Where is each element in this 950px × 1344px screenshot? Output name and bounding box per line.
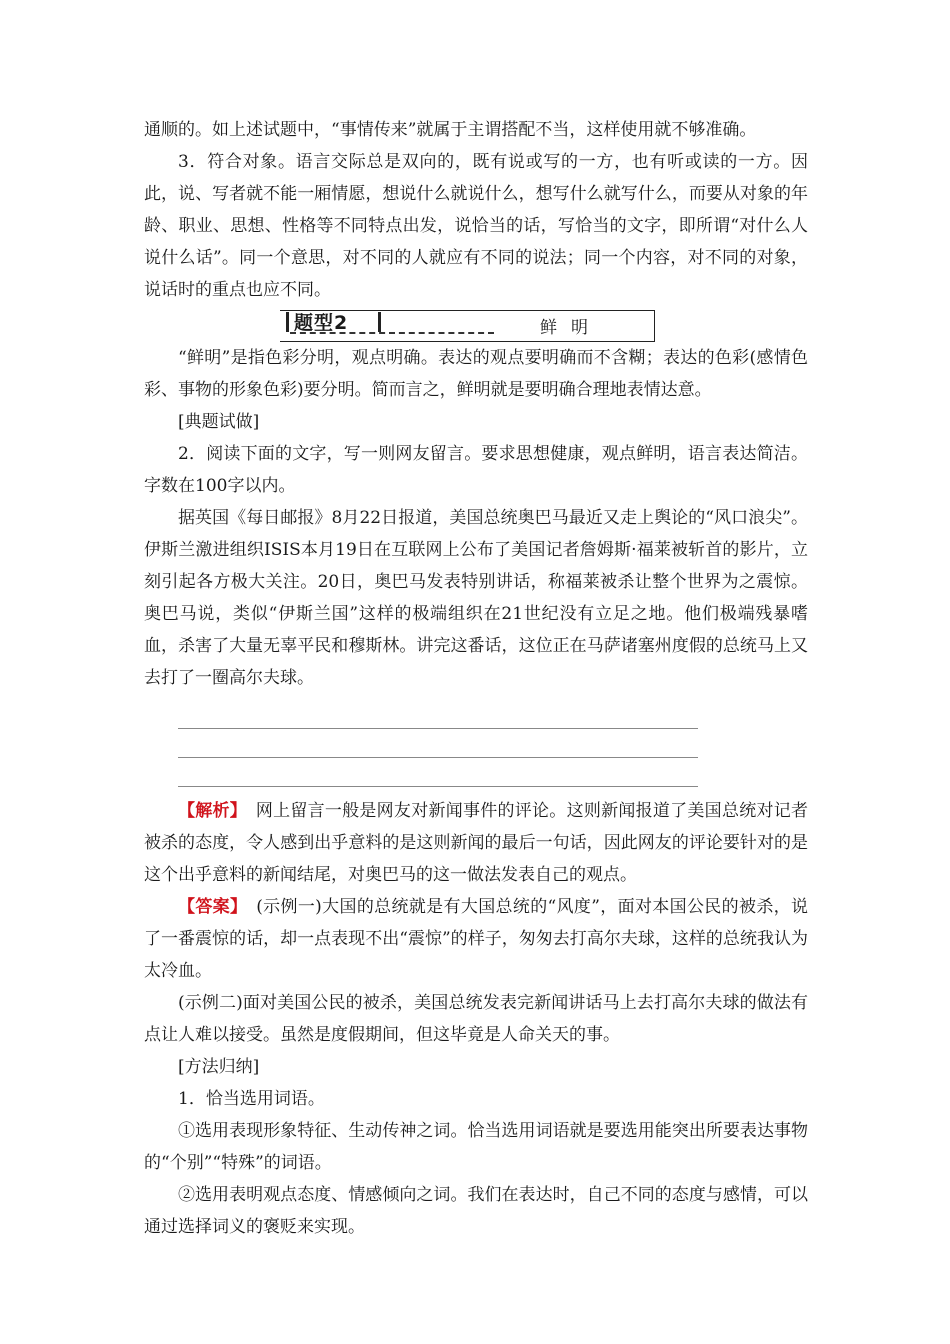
section-heading	[280, 306, 664, 348]
answer-text-2: (示例二)面对美国公民的被杀，美国总统发表完新闻讲话马上去打高尔夫球的做法有点让人难以接受。虽然是度假期间，但这毕竟是人命关天的事。	[144, 993, 808, 1045]
blank-line[interactable]	[178, 700, 698, 729]
example-tag: [典题试做]	[178, 412, 260, 432]
heading-topic: 鲜明	[540, 318, 602, 338]
question-text: 2．阅读下面的文字，写一则网友留言。要求思想健康，观点鲜明，语言表达简洁。字数在100字以内。	[144, 444, 808, 496]
answer-blank-lines	[144, 700, 808, 787]
heading-dashes	[290, 332, 494, 334]
answer-text-1: (示例一)大国的总统就是有大国总统的“风度”，面对本国公民的被杀，说了一番震惊的话，却一点表现不出“震惊”的样子，匆匆去打高尔夫球，这样的总统我认为太冷血。	[144, 897, 808, 981]
heading-bar-right	[378, 312, 381, 332]
method-item-1: 1．恰当选用词语。	[178, 1089, 325, 1109]
method-point-2: ②选用表明观点态度、情感倾向之词。我们在表达时，自己不同的态度与感情，可以通过选择词义的褒贬来实现。	[144, 1185, 808, 1237]
method-tag: [方法归纳]	[178, 1057, 260, 1077]
blank-line[interactable]	[178, 758, 698, 787]
paragraph-definition: “鲜明”是指色彩分明，观点明确。表达的观点要明确而不含糊；表达的色彩(感情色彩、事物的形象色彩)要分明。简而言之，鲜明就是要明确合理地表情达意。	[144, 348, 808, 400]
answer-paragraph	[144, 891, 808, 987]
heading-bar-left	[286, 312, 289, 332]
document-page	[144, 112, 808, 1243]
analysis-text: 网上留言一般是网友对新闻事件的评论。这则新闻报道了美国总统对记者被杀的态度，令人感到出乎意料的是这则新闻的最后一句话，因此网友的评论要针对的是这个出乎意料的新闻结尾，对奥巴马的这一做法发表自己的观点。	[144, 801, 809, 885]
answer-tag: 【答案】	[178, 897, 239, 917]
reading-passage: 据英国《每日邮报》8月22日报道，美国总统奥巴马最近又走上舆论的“风口浪尖”。伊斯兰激进组织ISIS本月19日在互联网上公布了美国记者詹姆斯·福莱被斩首的影片，立刻引起各方极大关注。20日，奥巴马发表特别讲话，称福莱被杀让整个世界为之震惊。奥巴马说，类似“伊斯兰国”这样的极端组织在21世纪没有立足之地。他们极端残暴嗜血，杀害了大量无辜平民和穆斯林。讲完这番话，这位正在马萨诸塞州度假的总统马上又去打了一圈高尔夫球。	[144, 508, 808, 688]
paragraph-point-3: 3．符合对象。语言交际总是双向的，既有说或写的一方，也有听或读的一方。因此，说、写者就不能一厢情愿，想说什么就说什么，想写什么就写什么，而要从对象的年龄、职业、思想、性格等不同特点出发，说恰当的话，写恰当的文字，即所谓“对什么人说什么话”。同一个意思，对不同的人就应有不同的说法；同一个内容，对不同的对象，说话时的重点也应不同。	[144, 152, 808, 300]
blank-line[interactable]	[178, 729, 698, 758]
analysis-paragraph	[144, 795, 808, 891]
heading-label: 题型2	[294, 312, 349, 334]
method-point-1: ①选用表现形象特征、生动传神之词。恰当选用词语就是要选用能突出所要表达事物的“个别”“特殊”的词语。	[144, 1121, 808, 1173]
paragraph-continuation: 通顺的。如上述试题中，“事情传来”就属于主谓搭配不当，这样使用就不够准确。	[144, 120, 757, 140]
analysis-tag: 【解析】	[178, 801, 239, 821]
